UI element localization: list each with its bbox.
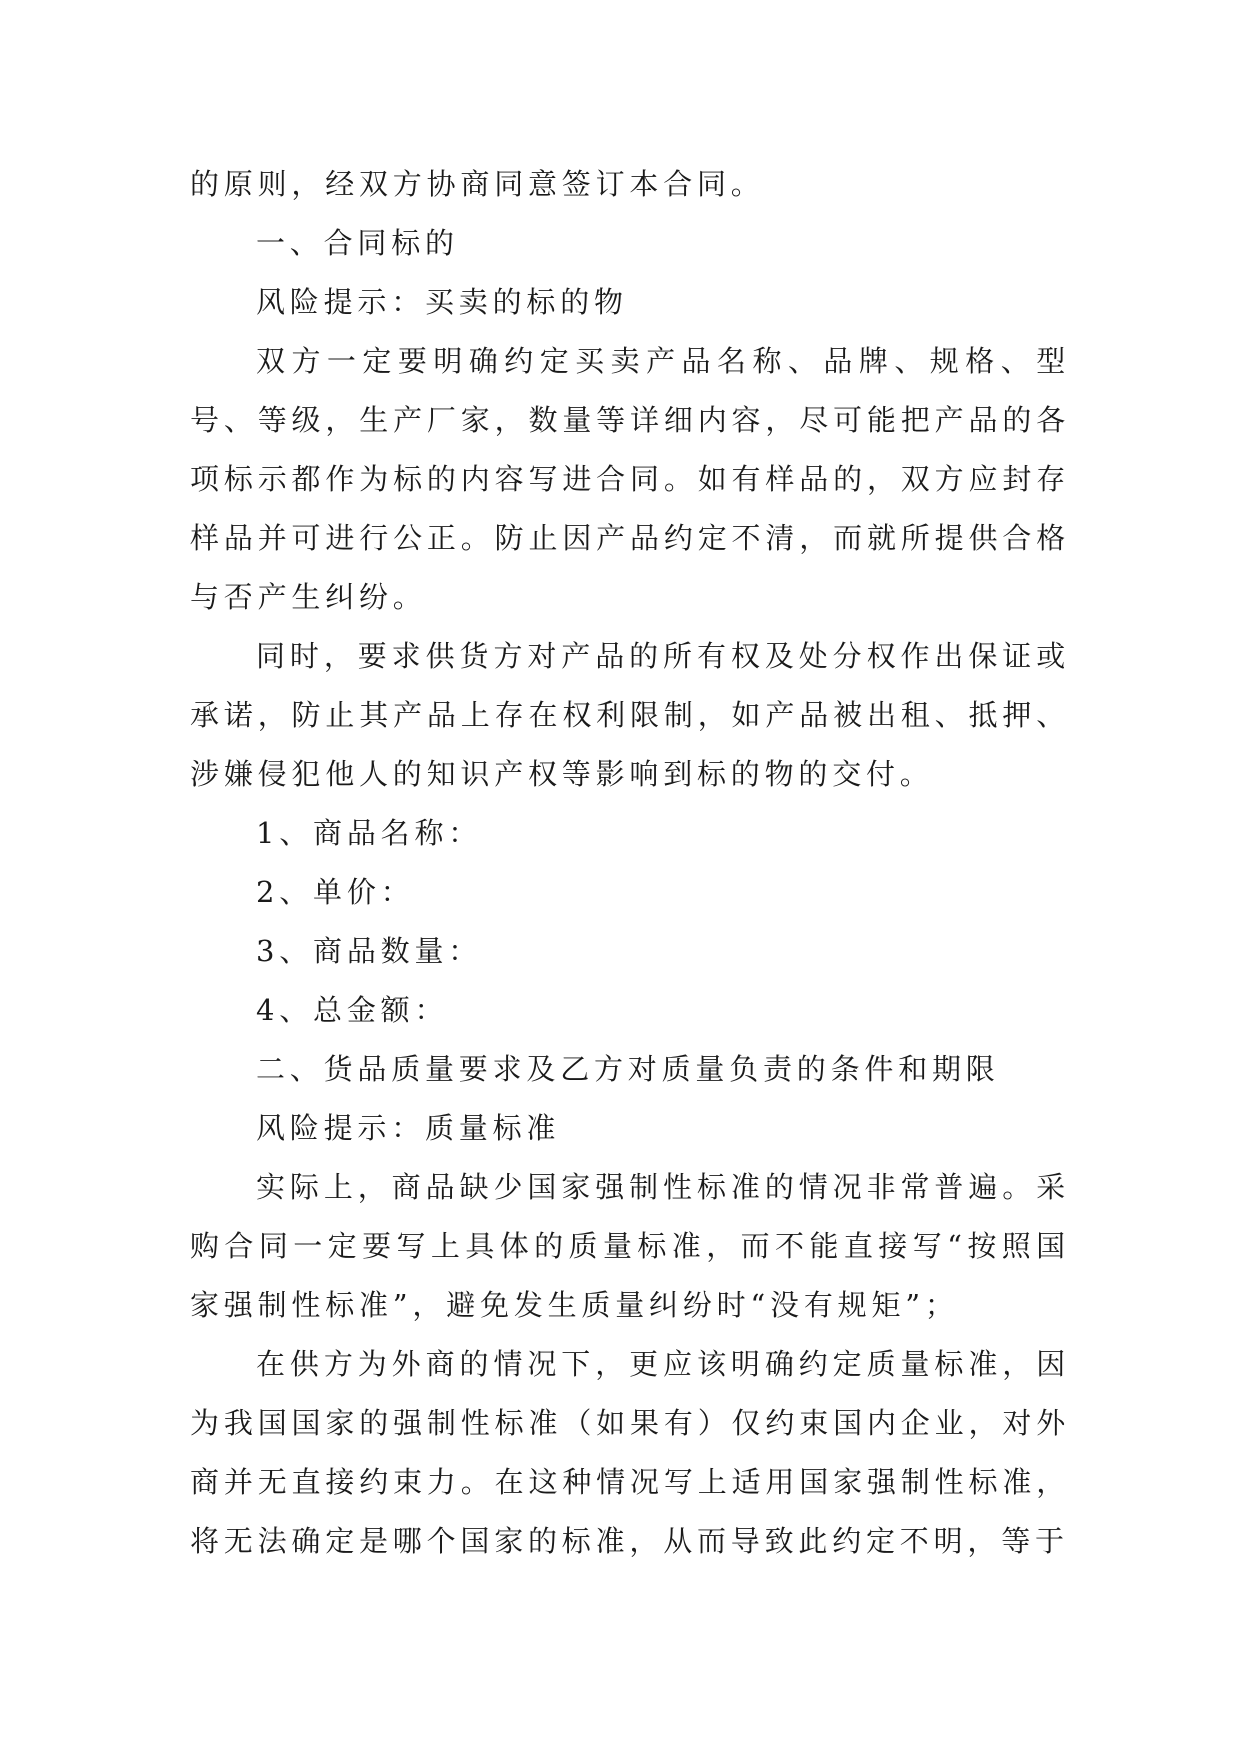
- item-quantity: 3、商品数量：: [256, 934, 483, 968]
- item-unit-price: 2、单价：: [256, 875, 415, 909]
- risk-tip-subject-matter: 风险提示：买卖的标的物: [256, 285, 628, 319]
- document-body: [190, 155, 1070, 1571]
- paragraph-quality-standard: 实际上，商品缺少国家强制性标准的情况非常普遍。采购合同一定要写上具体的质量标准，而不能直接写“按照国家强制性标准”，避免发生质量纠纷时“没有规矩”；: [190, 1170, 1070, 1322]
- item-product-name: 1、商品名称：: [256, 816, 483, 850]
- section-heading-quality: 二、货品质量要求及乙方对质量负责的条件和期限: [256, 1052, 1000, 1086]
- paragraph-ownership-guarantee: 同时，要求供货方对产品的所有权及处分权作出保证或承诺，防止其产品上存在权利限制，如产品被出租、抵押、涉嫌侵犯他人的知识产权等影响到标的物的交付。: [190, 639, 1070, 791]
- item-total-amount: 4、总金额：: [256, 993, 449, 1027]
- paragraph-foreign-supplier: 在供方为外商的情况下，更应该明确约定质量标准，因为我国国家的强制性标准（如果有）仅约束国内企业，对外商并无直接约束力。在这种情况写上适用国家强制性标准，将无法确定是哪个国家的标准，从而导致此约定不明，等于: [190, 1347, 1070, 1558]
- paragraph-opening: 的原则，经双方协商同意签订本合同。: [190, 167, 765, 201]
- risk-tip-quality-standard: 风险提示：质量标准: [256, 1111, 561, 1145]
- section-heading-contract-subject: 一、合同标的: [256, 226, 459, 260]
- paragraph-product-details: 双方一定要明确约定买卖产品名称、品牌、规格、型号、等级，生产厂家，数量等详细内容，尽可能把产品的各项标示都作为标的内容写进合同。如有样品的，双方应封存样品并可进行公正。防止因产品约定不清，而就所提供合格与否产生纠纷。: [190, 344, 1070, 614]
